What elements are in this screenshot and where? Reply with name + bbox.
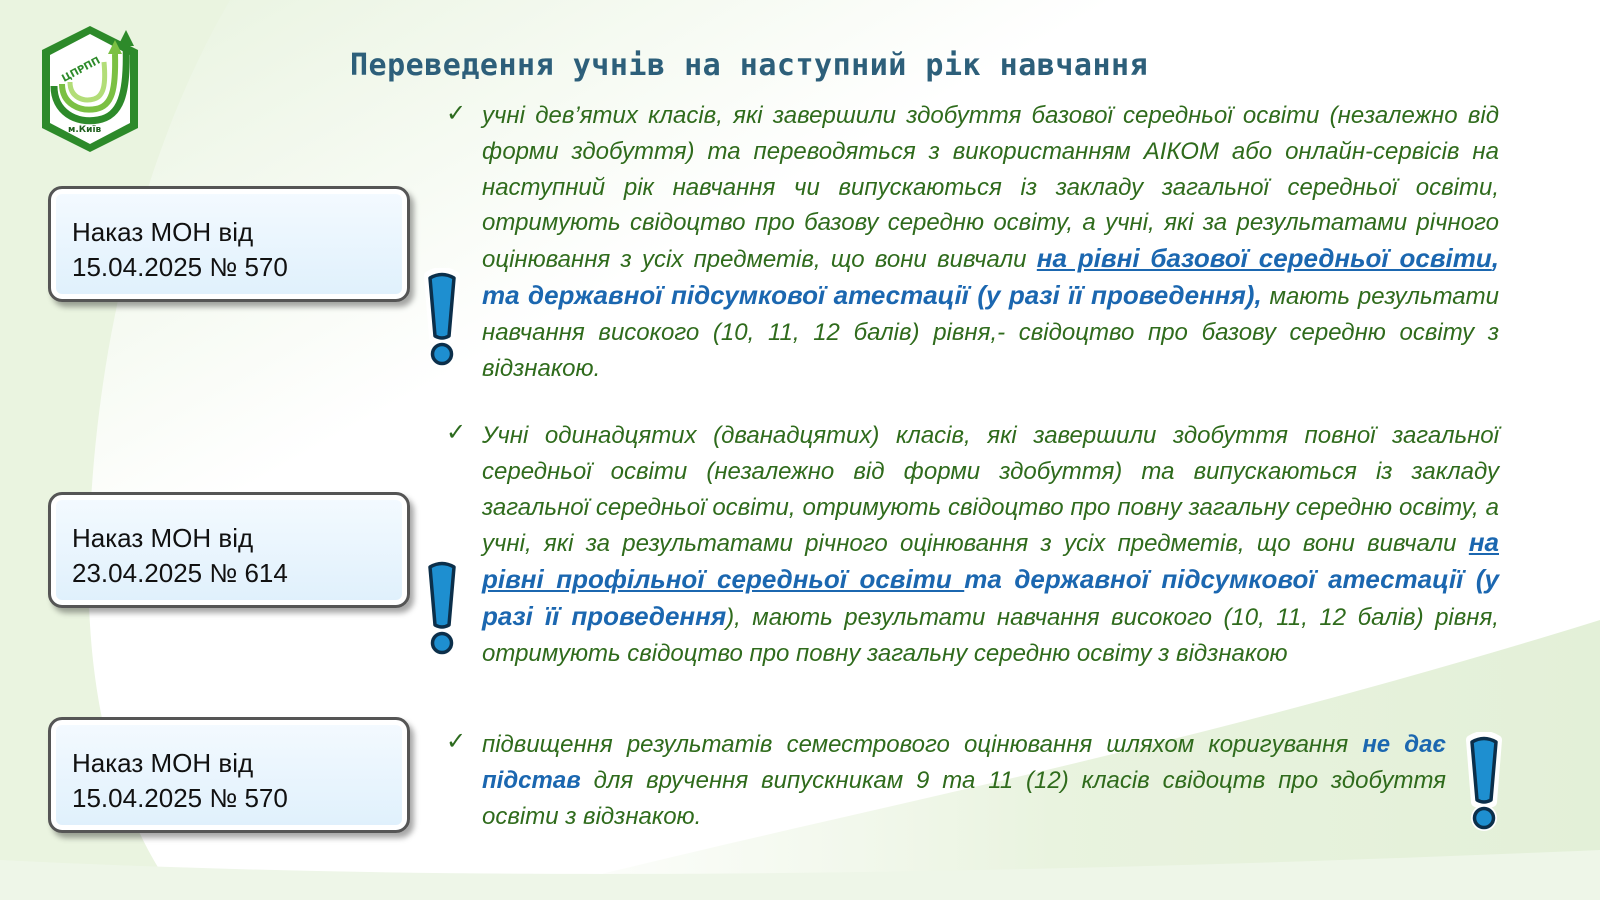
check-icon: ✓ bbox=[446, 418, 467, 446]
item-text-1 bbox=[482, 98, 1499, 386]
order-date-number: 23.04.2025 № 614 bbox=[72, 558, 288, 588]
item-text: учні дев’ятих класів, які завершили здобуття базової середньої освіти (незалежно від форми здобуття) та переводяться з використанням АІКОМ або онлайн-сервісів на наступний рік навчання чи випускаються із закладу загальної середньої освіти, отримують свідоцтво про базову середню освіту, а учні, які за результатами річного оцінювання з усіх предметів, що вони вивчали bbox=[482, 102, 1499, 274]
order-date-number: 15.04.2025 № 570 bbox=[72, 252, 288, 282]
check-icon: ✓ bbox=[446, 99, 467, 127]
page-title: Переведення учнів на наступний рік навчання bbox=[350, 48, 1149, 83]
logo-name: ЦПРПП bbox=[60, 55, 103, 85]
item-text: підвищення результатів семестрового оцінювання шляхом коригування bbox=[482, 731, 1363, 758]
item-highlight: , та державної підсумкової атестації (у разі її проведення), bbox=[482, 243, 1499, 310]
order-box-2 bbox=[48, 492, 410, 608]
order-box-3 bbox=[48, 717, 410, 833]
item-text: ), мають результати навчання високого (10, 11, 12 балів) рівня, отримують свідоцтво про повну загальну середню освіту з відзнакою bbox=[482, 603, 1499, 667]
order-box-1 bbox=[48, 186, 410, 302]
item-text: мають результати навчання високого (10, 11, 12 балів) рівня,- свідоцтво про базову середню освіту з відзнакою. bbox=[482, 282, 1499, 382]
order-label: Наказ МОН від bbox=[72, 748, 254, 778]
order-label: Наказ МОН від bbox=[72, 523, 254, 553]
item-highlight: на рівні базової середньої освіти bbox=[1036, 243, 1492, 274]
item-highlight: не дає підстав bbox=[482, 731, 1446, 794]
logo-city: м.Київ bbox=[68, 125, 102, 135]
exclamation-icon bbox=[419, 268, 465, 372]
order-label: Наказ МОН від bbox=[72, 217, 254, 247]
item-highlight: та державної підсумкової атестації (у разі її проведення bbox=[482, 564, 1499, 631]
item-text: Учні одинадцятих (дванадцятих) класів, які завершили здобуття повної загальної середньої освіти (незалежно від форми здобуття) та випускаються із закладу загальної середньої освіти, отримують свідоцтво про повну загальну середню освіту, а учні, які за результатами річного оцінювання з усіх предметів, що вони вивчали bbox=[482, 422, 1499, 558]
item-highlight: на рівні профільної середньої освіти bbox=[482, 527, 1499, 595]
item-text: для вручення випускникам 9 та 11 (12) класів свідоцтв про здобуття освіти з відзнакою. bbox=[482, 766, 1446, 830]
exclamation-icon bbox=[1461, 732, 1507, 836]
logo-icon bbox=[40, 24, 140, 156]
item-text-2 bbox=[482, 418, 1499, 672]
item-text-3 bbox=[482, 727, 1446, 834]
check-icon: ✓ bbox=[446, 727, 467, 755]
order-date-number: 15.04.2025 № 570 bbox=[72, 783, 288, 813]
exclamation-icon bbox=[419, 557, 465, 661]
